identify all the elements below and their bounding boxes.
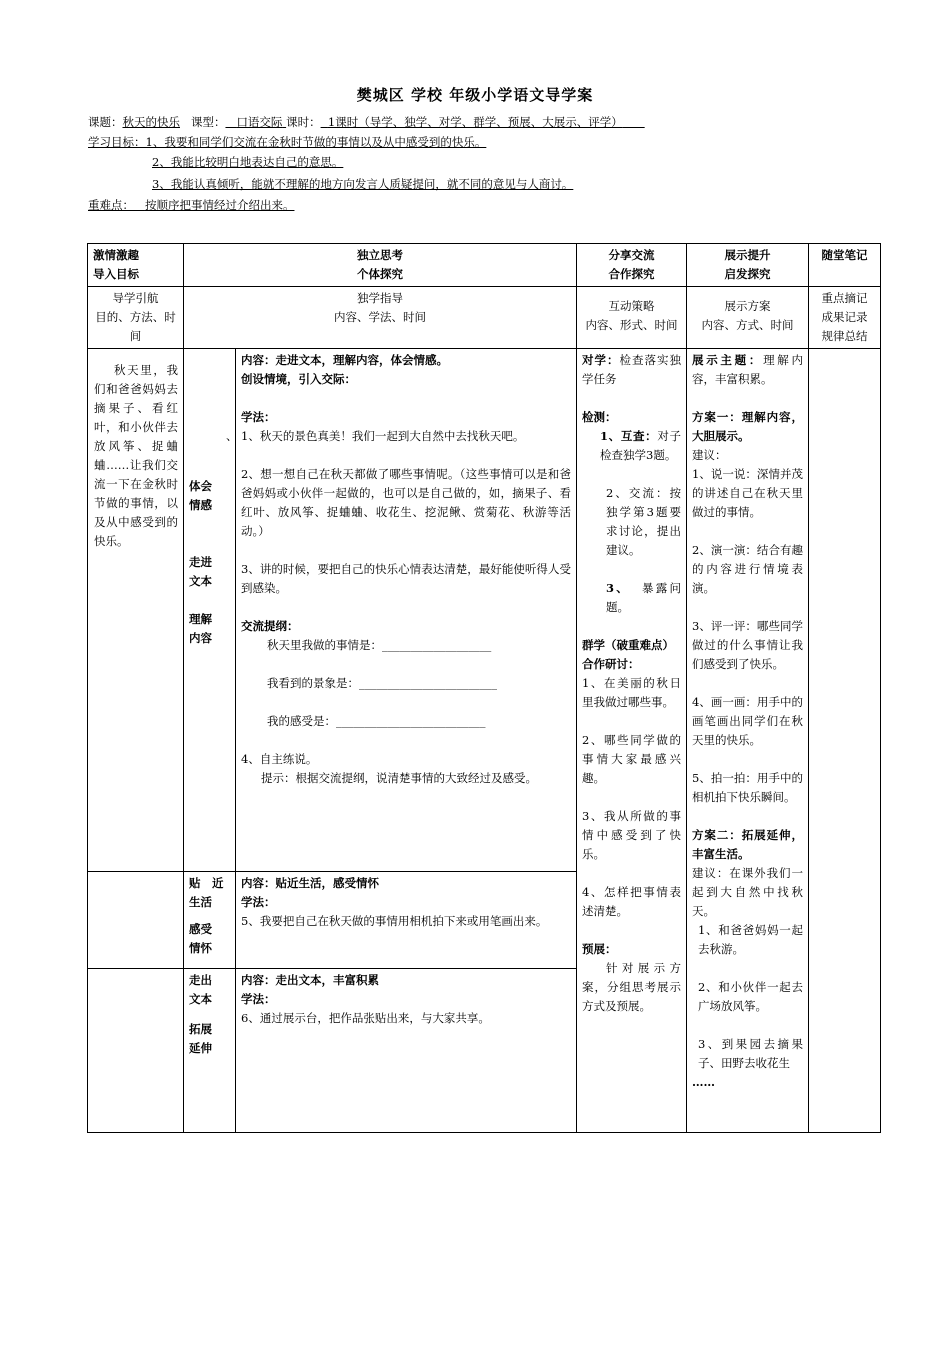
outline-line-1: 秋天里我做的事情是：___________________ [267, 638, 492, 652]
subheader-independent-line2: 内容、学法、时间 [334, 310, 426, 324]
page-title: 樊城区 学校 年级小学语文导学案 [356, 86, 594, 104]
phase3-labels [184, 969, 236, 1133]
phase3-method-label: 学法： [241, 992, 276, 1006]
plan2-item-3: 3、到果园去摘果子、田野去收花生 [698, 1037, 803, 1070]
phase1-row [88, 349, 881, 872]
check3-label: 3、 [606, 581, 631, 595]
header-notes [809, 244, 881, 287]
phase1-label-4: 文本 [189, 574, 212, 588]
subheader-intro-line1: 导学引航 [112, 291, 159, 305]
plan2-item-1: 1、和爸爸妈妈一起去秋游。 [698, 923, 803, 956]
type-value [225, 115, 286, 129]
phase2-content [236, 872, 577, 969]
header-independent [184, 244, 577, 287]
subheader-notes-line1: 重点摘记 [821, 291, 868, 305]
header-share-line1: 分享交流 [608, 248, 655, 262]
phase2-method-label: 学法： [241, 895, 276, 909]
phase1-label-6: 内容 [189, 631, 212, 645]
subheader-row [88, 287, 881, 349]
plan2-title: 方案二：拓展延伸，丰富生活。 [692, 828, 803, 861]
phase1-label-2: 情感 [189, 498, 212, 512]
plan1-item-3: 3、评一评：哪些同学做过的什么事情让我们感受到了快乐。 [692, 619, 803, 671]
phase2-label-2: 生活 [189, 895, 212, 909]
phase1-item-3: 3、讲的时候，要把自己的快乐心情表达清楚，最好能使听得人受到感染。 [241, 562, 571, 595]
header-show-line2: 启发探究 [724, 267, 771, 281]
header-intro [88, 244, 184, 287]
theme-label: 展示主题： [692, 353, 764, 367]
guide-table [87, 243, 881, 1133]
intro-text: 秋天里，我们和爸爸妈妈去摘果子、看红叶，和小伙伴去放风筝、捉蛐蛐……让我们交流一下在金秋时节做的事情，以及从中感受到的快乐。 [94, 363, 178, 548]
header-show [687, 244, 809, 287]
phase1-labels [184, 349, 236, 872]
subheader-notes-line2: 成果记录 [821, 310, 868, 324]
header-share-line2: 合作探究 [608, 267, 655, 281]
plan2-suggest: 建议：在课外我们一起到大自然中找秋天。 [692, 866, 803, 918]
phase3-intro-cell [88, 969, 184, 1133]
group-item-2: 2、哪些同学做的事情大家最感兴趣。 [582, 733, 681, 785]
subheader-show-line1: 展示方案 [724, 299, 771, 313]
group-item-1: 1、在美丽的秋日里我做过哪些事。 [582, 676, 681, 709]
phase1-label-1: 体会 [189, 479, 212, 493]
check1-label: 1、互查： [600, 429, 658, 443]
preview-label: 预展： [582, 942, 617, 956]
phase1-label-3: 走进 [189, 555, 212, 569]
check3-text: 暴露问题。 [606, 581, 681, 614]
period-value [321, 115, 645, 129]
notes-cell [809, 349, 881, 1133]
group-item-3: 3、我从所做的事情中感受到了快乐。 [582, 809, 681, 861]
plan1-item-5: 5、拍一拍：用手中的相机拍下快乐瞬间。 [692, 771, 803, 804]
goals-label: 学习目标： [88, 135, 146, 149]
type-text: 口语交际 [236, 115, 283, 129]
subheader-share-line2: 内容、形式、时间 [585, 318, 678, 332]
phase1-content-title: 内容：走进文本，理解内容，体会情感。 [241, 353, 448, 367]
pair-label: 对学： [582, 353, 620, 367]
phase3-label-3: 拓展 [189, 1022, 212, 1036]
subheader-notes-line3: 规律总结 [821, 329, 868, 343]
preview-text: 针对展示方案，分组思考展示方式及预展。 [582, 961, 681, 1013]
key-label: 重难点： [88, 198, 134, 212]
header-row [88, 244, 881, 287]
header-notes-line1: 随堂笔记 [821, 248, 868, 262]
subheader-intro [88, 287, 184, 349]
share-cell [577, 349, 687, 1133]
phase3-label-1: 走出 [189, 973, 212, 987]
subheader-show-line2: 内容、方式、时间 [701, 318, 794, 332]
plan2-end: …… [692, 1075, 715, 1089]
phase1-item-4: 4、自主练说。 [241, 752, 318, 766]
phase2-label-3: 感受 [189, 922, 212, 936]
check-label: 检测： [582, 410, 617, 424]
plan1-item-2: 2、演一演：结合有趣的内容进行情境表演。 [692, 543, 803, 595]
topic-label: 课题： [88, 115, 123, 129]
plan1-title: 方案一：理解内容，大胆展示。 [692, 410, 803, 443]
phase1-intro-title: 创设情境，引入交际： [241, 372, 356, 386]
header-independent-line1: 独立思考 [357, 248, 403, 262]
plan2-item-2: 2、和小伙伴一起去广场放风筝。 [698, 980, 803, 1013]
plan1-suggest: 建议： [692, 448, 727, 462]
phase2-labels [184, 872, 236, 969]
subheader-intro-line2: 目的、方法、时间 [95, 310, 176, 343]
subheader-notes [809, 287, 881, 349]
phase3-content-title: 内容：走出文本，丰富积累 [241, 973, 379, 987]
show-cell [687, 349, 809, 1133]
phase1-outline-title: 交流提纲： [241, 619, 299, 633]
type-label: 课型： [190, 115, 226, 129]
header-intro-line1: 激情激趣 [93, 248, 139, 262]
intro-cell [88, 349, 184, 872]
header-intro-line2: 导入目标 [93, 267, 139, 281]
key-point-line [88, 197, 294, 213]
outline-line-3: 我的感受是：__________________________ [267, 714, 486, 728]
period-text: 1课时（导学、独学、对学、群学、预展、大展示、评学） [327, 115, 623, 129]
theme-text: 理解内容，丰富积累。 [692, 353, 804, 386]
phase2-label-1: 贴 近 [189, 876, 224, 890]
topic-value: 秋天的快乐 [122, 115, 180, 129]
phase1-content [236, 349, 577, 872]
period-label: 课时： [286, 115, 321, 129]
phase1-item-1: 1、秋天的景色真美！我们一起到大自然中去找秋天吧。 [241, 429, 525, 443]
phase2-item: 5、我要把自己在秋天做的事情用相机拍下来或用笔画出来。 [241, 914, 548, 928]
subheader-independent [184, 287, 577, 349]
phase1-label-5: 理解 [189, 612, 212, 626]
phase1-mark: 、 [226, 429, 238, 443]
phase2-label-4: 情怀 [189, 941, 212, 955]
outline-line-2: 我看到的景象是：________________________ [267, 676, 497, 690]
group-label: 群学（破重难点） [582, 638, 674, 652]
check1-text: 对子检查独学3题。 [600, 429, 681, 462]
phase1-item-2: 2、想一想自己在秋天都做了哪些事情呢。（这些事情可以是和爸爸妈妈或小伙伴一起做的，也可以是自己做的，如，摘果子、看红叶、放风筝、捉蛐蛐、收花生、挖泥鳅、赏菊花、秋游等活动。） [241, 467, 571, 538]
plan1-item-1: 1、说一说：深情并茂的讲述自己在秋天里做过的事情。 [692, 467, 803, 519]
phase3-label-2: 文本 [189, 992, 212, 1006]
group-item-4: 4、怎样把事情表述清楚。 [582, 885, 681, 918]
subheader-independent-line1: 独学指导 [357, 291, 403, 305]
goal-3: 3、我能认真倾听，能就不理解的地方向发言人质疑提问，就不同的意见与人商讨。 [152, 177, 574, 191]
subheader-share-line1: 互动策略 [608, 299, 655, 313]
phase1-method-label: 学法： [241, 410, 276, 424]
plan1-item-4: 4、画一画：用手中的画笔画出同学们在秋天里的快乐。 [692, 695, 803, 747]
subheader-share [577, 287, 687, 349]
phase2-intro-cell [88, 872, 184, 969]
goal-2: 2、我能比较明白地表达自己的意思。 [152, 155, 344, 169]
pair-text: 检查落实独学任务 [582, 353, 681, 386]
subheader-show [687, 287, 809, 349]
phase3-item: 6、通过展示台，把作品张贴出来，与大家共享。 [241, 1011, 490, 1025]
goal-1: 1、我要和同学们交流在金秋时节做的事情以及从中感受到的快乐。 [145, 135, 487, 149]
key-value: 按顺序把事情经过介绍出来。 [144, 198, 295, 212]
phase3-content [236, 969, 577, 1133]
header-share [577, 244, 687, 287]
phase3-label-4: 延伸 [189, 1041, 212, 1055]
group-sub: 合作研讨： [582, 657, 640, 671]
lesson-meta-line [88, 114, 645, 130]
header-independent-line2: 个体探究 [357, 267, 403, 281]
phase1-tip: 提示：根据交流提纲，说清楚事情的大致经过及感受。 [261, 771, 537, 785]
header-show-line1: 展示提升 [724, 248, 771, 262]
goal-line-1 [88, 134, 486, 150]
check2-text: 2、交流：按独学第3题要求讨论，提出建议。 [606, 486, 681, 557]
phase2-content-title: 内容：贴近生活，感受情怀 [241, 876, 379, 890]
